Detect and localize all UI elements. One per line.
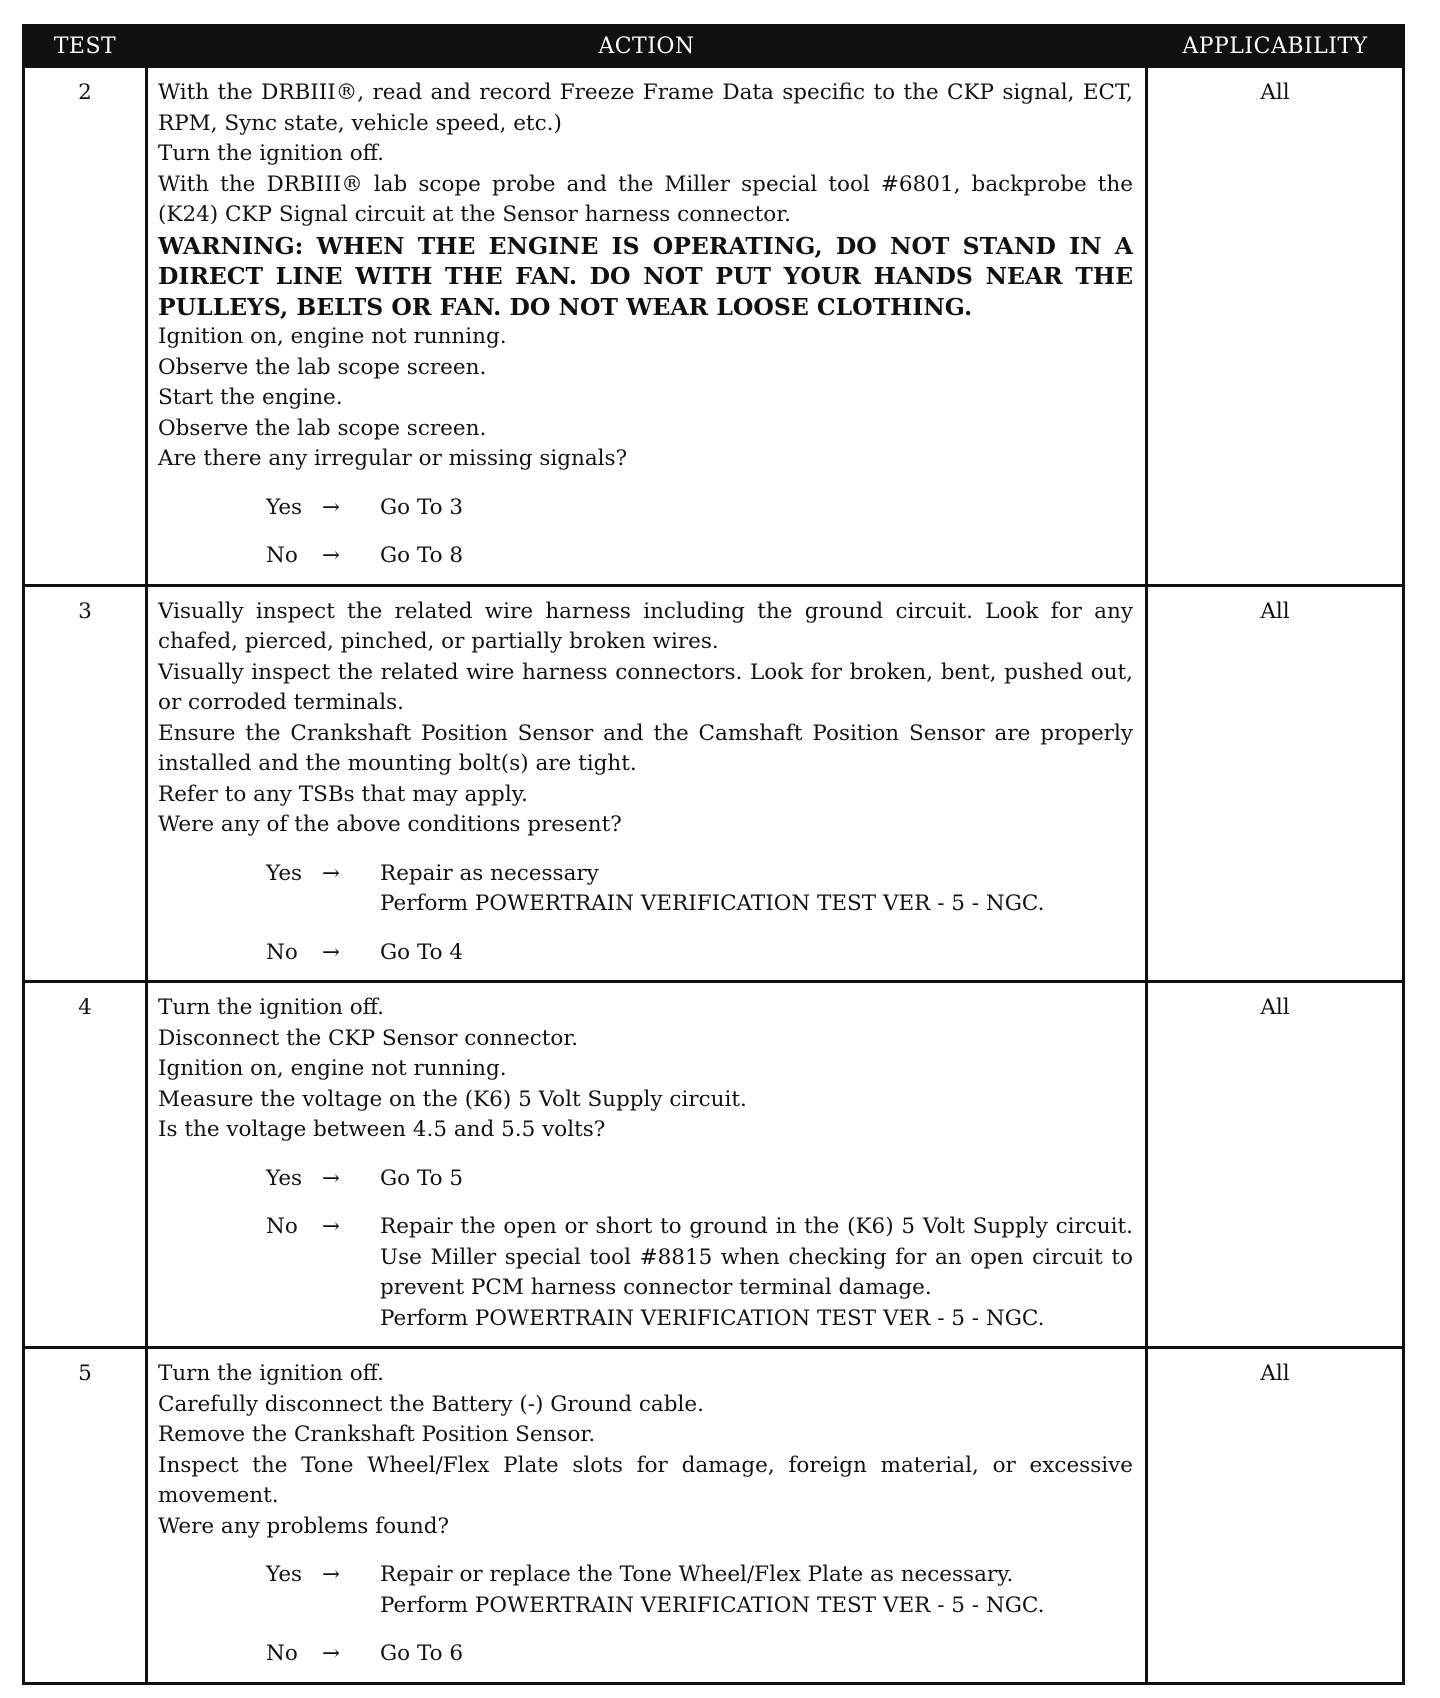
result-line: Go To 3 <box>380 494 464 520</box>
action-step: Ignition on, engine not running. <box>158 1056 507 1081</box>
answer-option <box>266 541 1133 572</box>
action-step: Ensure the Crankshaft Position Sensor and the Camshaft Position Sensor are properly installed and the mounting bolt(s) are tight. <box>158 720 1133 776</box>
answer-label: No <box>266 939 298 965</box>
answer-option <box>266 1560 1133 1621</box>
action-step: Observe the lab scope screen. <box>158 354 487 380</box>
action-step: Observe the lab scope screen. <box>158 415 487 441</box>
test-number: 4 <box>24 982 147 1348</box>
action-step: With the DRBIII® lab scope probe and the Miller special tool #6801, backprobe the (K24) CKP Signal circuit at the Sensor harness connector. <box>158 171 1133 227</box>
table-row <box>24 585 1404 982</box>
test-number: 2 <box>24 67 147 586</box>
header-test: TEST <box>24 26 147 67</box>
action-step: Refer to any TSBs that may apply. <box>158 781 528 807</box>
answer-label: No <box>266 543 298 568</box>
answer-result <box>380 1560 1133 1621</box>
answer-label: No <box>266 1214 298 1239</box>
action-step: Ignition on, engine not running. <box>158 324 507 349</box>
answer-result <box>380 1164 1133 1195</box>
action-step: Start the engine. <box>158 385 343 410</box>
answer-result <box>380 493 1133 524</box>
result-line: Perform POWERTRAIN VERIFICATION TEST VER - 5 - NGC. <box>380 891 1045 916</box>
action-cell <box>147 585 1147 982</box>
answer-label: Yes <box>266 494 303 520</box>
table-row <box>24 982 1404 1348</box>
arrow-icon: → <box>322 494 341 520</box>
answer-option <box>266 938 1133 969</box>
test-number: 3 <box>24 585 147 982</box>
table-row <box>24 67 1404 586</box>
result-line: Go To 4 <box>380 939 464 965</box>
action-step: Is the voltage between 4.5 and 5.5 volts? <box>158 1117 606 1142</box>
arrow-icon: → <box>322 860 341 886</box>
test-table <box>22 24 1405 1685</box>
answer-result <box>380 859 1133 920</box>
answer-result <box>380 1639 1133 1670</box>
answer-label: Yes <box>266 860 303 886</box>
result-line: Repair or replace the Tone Wheel/Flex Plate as necessary. <box>380 1562 1014 1587</box>
action-step: Visually inspect the related wire harness connectors. Look for broken, bent, pushed out, or corroded terminals. <box>158 659 1133 715</box>
diagnostic-test-table <box>22 24 1402 1685</box>
applicability-value: All <box>1147 1348 1404 1684</box>
action-cell <box>147 67 1147 586</box>
action-step: With the DRBIII®, read and record Freeze Frame Data specific to the CKP signal, ECT, RPM, Sync state, vehicle speed, etc.) <box>158 80 1133 136</box>
answer-option <box>266 859 1133 920</box>
arrow-icon: → <box>322 1641 341 1666</box>
answer-option <box>266 1212 1133 1334</box>
action-step: Carefully disconnect the Battery (-) Ground cable. <box>158 1391 704 1417</box>
action-cell <box>147 982 1147 1348</box>
result-line: Go To 5 <box>380 1165 464 1191</box>
header-row <box>24 26 1404 67</box>
action-step: Disconnect the CKP Sensor connector. <box>158 1025 579 1051</box>
answer-label: No <box>266 1641 298 1666</box>
applicability-value: All <box>1147 67 1404 586</box>
answer-result <box>380 541 1133 572</box>
action-step: Visually inspect the related wire harness including the ground circuit. Look for any chafed, pierced, pinched, or partially broken wires. <box>158 598 1133 654</box>
applicability-value: All <box>1147 982 1404 1348</box>
table-row <box>24 1348 1404 1684</box>
answer-result <box>380 938 1133 969</box>
header-action: ACTION <box>147 26 1147 67</box>
result-line: Repair as necessary <box>380 860 599 886</box>
action-step: Inspect the Tone Wheel/Flex Plate slots for damage, foreign material, or excessive movement. <box>158 1452 1133 1508</box>
answer-option <box>266 493 1133 524</box>
warning-text: WARNING: WHEN THE ENGINE IS OPERATING, DO NOT STAND IN A DIRECT LINE WITH THE FAN. DO NOT PUT YOUR HANDS NEAR THE PULLEYS, BELTS OR FAN. DO NOT WEAR LOOSE CLOTHING. <box>158 231 1133 321</box>
result-line: Perform POWERTRAIN VERIFICATION TEST VER - 5 - NGC. <box>380 1305 1045 1331</box>
header-applicability: APPLICABILITY <box>1147 26 1404 67</box>
answer-options <box>158 1164 1133 1339</box>
result-line: Perform POWERTRAIN VERIFICATION TEST VER - 5 - NGC. <box>380 1592 1045 1618</box>
answer-options <box>158 1560 1133 1674</box>
result-line: Go To 8 <box>380 543 464 568</box>
result-line: Repair the open or short to ground in the (K6) 5 Volt Supply circuit. Use Miller special tool #8815 when checking for an open circuit to prevent PCM harness connector terminal damage. <box>380 1214 1133 1300</box>
answer-result <box>380 1212 1133 1334</box>
action-step: Were any problems found? <box>158 1513 450 1539</box>
action-step: Remove the Crankshaft Position Sensor. <box>158 1422 596 1447</box>
arrow-icon: → <box>322 1165 341 1191</box>
action-step: Turn the ignition off. <box>158 995 384 1020</box>
arrow-icon: → <box>322 1562 341 1587</box>
result-line: Go To 6 <box>380 1641 464 1666</box>
arrow-icon: → <box>322 1214 341 1239</box>
arrow-icon: → <box>322 543 341 568</box>
action-step: Measure the voltage on the (K6) 5 Volt Supply circuit. <box>158 1086 747 1112</box>
answer-option <box>266 1639 1133 1670</box>
action-step: Turn the ignition off. <box>158 141 384 166</box>
action-step: Turn the ignition off. <box>158 1361 384 1386</box>
action-cell <box>147 1348 1147 1684</box>
applicability-value: All <box>1147 585 1404 982</box>
answer-options <box>158 859 1133 973</box>
arrow-icon: → <box>322 939 341 965</box>
test-number: 5 <box>24 1348 147 1684</box>
answer-option <box>266 1164 1133 1195</box>
action-step: Are there any irregular or missing signals? <box>158 446 628 471</box>
action-step: Were any of the above conditions present? <box>158 812 622 837</box>
answer-label: Yes <box>266 1562 303 1587</box>
answer-options <box>158 493 1133 576</box>
answer-label: Yes <box>266 1165 303 1191</box>
